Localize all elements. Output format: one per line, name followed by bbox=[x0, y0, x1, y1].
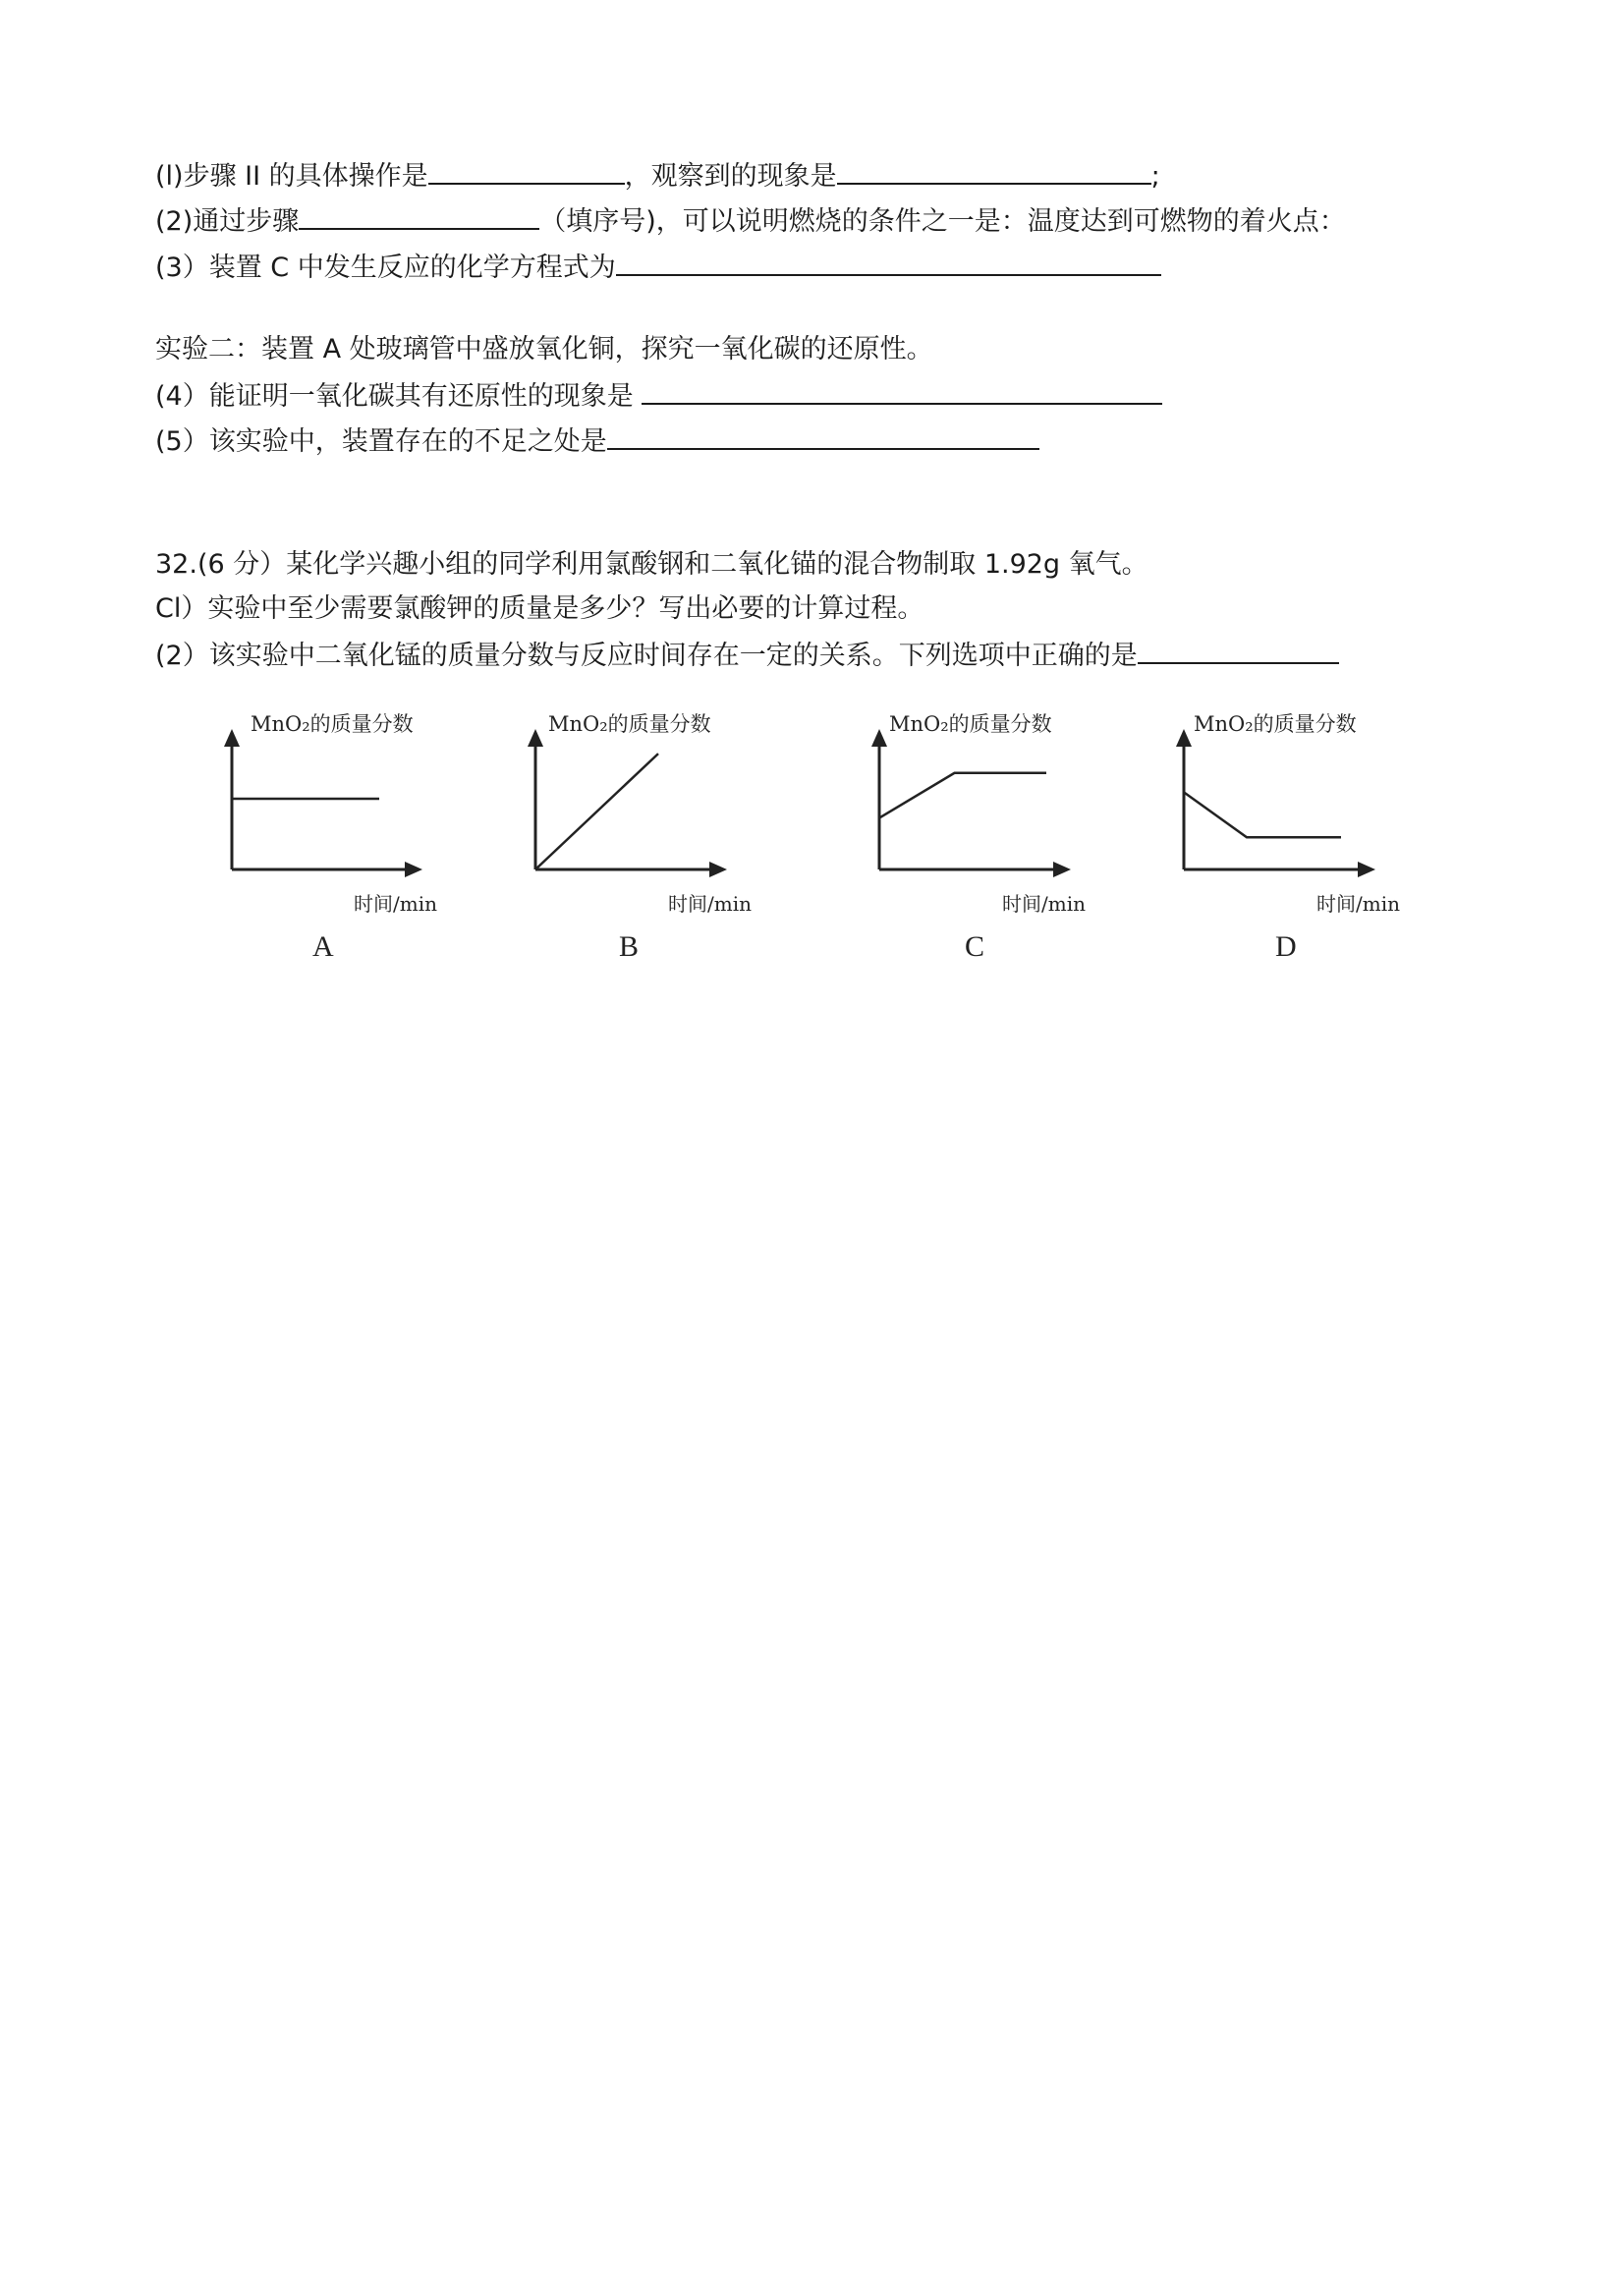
experiment-2-text: 实验二：装置 A 处玻璃管中盛放氧化铜，探究一氧化碳的还原性。 bbox=[155, 334, 933, 364]
question-32-2-text: (2）该实验中二氧化锰的质量分数与反应时间存在一定的关系。下列选项中正确的是 bbox=[155, 641, 1138, 671]
question-32-1-text: Cl）实验中至少需要氯酸钾的质量是多少？写出必要的计算过程。 bbox=[155, 593, 924, 624]
question-1-post: ; bbox=[1150, 161, 1160, 192]
chart-b-title: MnO₂的质量分数 bbox=[548, 712, 711, 736]
chart-b-option-label: B bbox=[619, 930, 640, 963]
question-2-post: （填序号)，可以说明燃烧的条件之一是：温度达到可燃物的着火点： bbox=[539, 206, 1346, 237]
question-4-text: (4）能证明一氧化碳其有还原性的现象是 bbox=[155, 381, 643, 412]
question-1-mid: ，观察到的现象是 bbox=[624, 161, 837, 192]
chart-c-y-arrow bbox=[871, 729, 887, 747]
chart-a-y-arrow bbox=[224, 729, 240, 747]
chart-a-x-arrow bbox=[405, 862, 422, 877]
chart-c-xlabel: 时间/min bbox=[1002, 892, 1086, 916]
chart-c-title: MnO₂的质量分数 bbox=[889, 712, 1052, 736]
question-5-text: (5）该实验中，装置存在的不足之处是 bbox=[155, 426, 607, 457]
chart-d-y-arrow bbox=[1176, 729, 1192, 747]
question-32-text: 32.(6 分）某化学兴趣小组的同学利用氯酸钢和二氧化锚的混合物制取 1.92g 氧气。 bbox=[155, 549, 1148, 580]
chart-c-series-line bbox=[879, 773, 1046, 818]
chart-d-option-label: D bbox=[1275, 930, 1297, 963]
question-3-text: (3）装置 C 中发生反应的化学方程式为 bbox=[155, 252, 616, 283]
question-1-text: (l)步骤 II 的具体操作是 bbox=[155, 161, 428, 192]
chart-d-title: MnO₂的质量分数 bbox=[1194, 712, 1357, 736]
chart-b-x-arrow bbox=[709, 862, 727, 877]
chart-b-y-arrow bbox=[528, 729, 543, 747]
chart-d-xlabel: 时间/min bbox=[1316, 892, 1400, 916]
chart-a-title: MnO₂的质量分数 bbox=[251, 712, 414, 736]
chart-b-series-line bbox=[535, 754, 658, 869]
chart-a-option-label: A bbox=[312, 930, 334, 963]
question-2-text: (2)通过步骤 bbox=[155, 206, 300, 237]
chart-b-xlabel: 时间/min bbox=[668, 892, 752, 916]
chart-d-series-line bbox=[1184, 792, 1341, 837]
chart-c-option-label: C bbox=[965, 930, 985, 963]
chart-c-x-arrow bbox=[1053, 862, 1071, 877]
chart-a-xlabel: 时间/min bbox=[354, 892, 437, 916]
chart-d-x-arrow bbox=[1358, 862, 1375, 877]
